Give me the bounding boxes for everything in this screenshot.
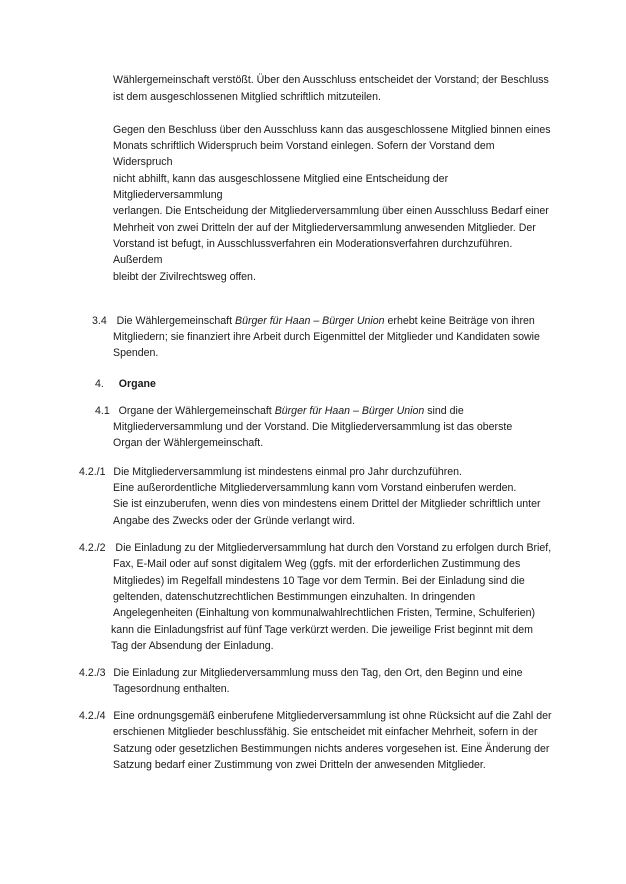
section-number: 4.2./3 xyxy=(79,667,106,679)
paragraph-line: Spenden. xyxy=(113,347,159,359)
organization-name: Bürger für Haan – Bürger Union xyxy=(235,315,385,327)
section-4-2-1: 4.2./1 Die Mitgliederversammlung ist mindestens einmal pro Jahr durchzuführen. xyxy=(79,466,462,478)
paragraph-line: Tag der Absendung der Einladung. xyxy=(111,640,274,652)
section-4-1: 4.1 Organe der Wählergemeinschaft Bürger für Haan – Bürger Union sind die xyxy=(95,405,464,417)
paragraph-line: Angelegenheiten (Einhaltung von kommunalwahlrechtlichen Fristen, Termine, Schulferien) xyxy=(113,607,536,619)
paragraph-line: Mitgliederversammlung und der Vorstand. Die Mitgliederversammlung ist das oberste xyxy=(113,421,513,433)
section-number: 4.2./2 xyxy=(79,542,106,554)
section-title: Organe xyxy=(118,378,156,390)
paragraph-line: Vorstand ist befugt, in Ausschlussverfahren ein Moderationsverfahren durchzuführen. xyxy=(113,238,513,250)
paragraph-line: Angabe des Zwecks oder der Gründe verlangt wird. xyxy=(113,515,356,527)
paragraph-line: Monats schriftlich Widerspruch beim Vorstand einlegen. Sofern der Vorstand dem xyxy=(113,140,495,152)
paragraph-line: bleibt der Zivilrechtsweg offen. xyxy=(113,271,256,283)
paragraph-line: Mehrheit von zwei Dritteln der auf der Mitgliederversammlung anwesenden Mitglieder. Der xyxy=(113,222,536,234)
organization-name: Bürger für Haan – Bürger Union xyxy=(274,405,425,417)
paragraph-line: Satzung bedarf einer Zustimmung von zwei Dritteln der anwesenden Mitglieder. xyxy=(113,759,486,771)
paragraph-line: Fax, E-Mail oder auf sonst digitalem Weg (ggfs. mit der erforderlichen Zustimmung des xyxy=(113,558,521,570)
paragraph-line: Tagesordnung enthalten. xyxy=(113,683,230,695)
paragraph-line: verlangen. Die Entscheidung der Mitgliederversammlung über einen Ausschluss Bedarf einer xyxy=(113,205,549,217)
section-number: 4.2./4 xyxy=(79,710,106,722)
section-4-2-2: 4.2./2 Die Einladung zu der Mitgliederversammlung hat durch den Vorstand zu erfolgen durch Brief, xyxy=(79,542,552,554)
paragraph-line: Mitgliedern; sie finanziert ihre Arbeit durch Eigenmittel der Mitglieder und Kandidaten sowie xyxy=(113,331,540,343)
paragraph-line: Widerspruch xyxy=(113,156,173,168)
section-number: 4. xyxy=(95,378,104,390)
paragraph-line: erschienen Mitglieder beschlussfähig. Sie entscheidet mit einfacher Mehrheit, sofern in der xyxy=(113,726,538,738)
paragraph-line: Eine außerordentliche Mitgliederversammlung kann vom Vorstand einberufen werden. xyxy=(113,482,517,494)
paragraph-line: Sie ist einzuberufen, wenn dies von mindestens einem Drittel der Mitglieder schriftlich unter xyxy=(113,498,541,510)
paragraph-line: Mitgliedes) im Regelfall mindestens 10 Tage vor dem Termin. Bei der Einladung sind die xyxy=(113,575,525,587)
section-number: 4.1 xyxy=(95,405,110,417)
paragraph-line: Mitgliederversammlung xyxy=(113,189,223,201)
section-3-4: 3.4 Die Wählergemeinschaft Bürger für Haan – Bürger Union erhebt keine Beiträge von ihren xyxy=(92,315,535,327)
paragraph-line: ist dem ausgeschlossenen Mitglied schriftlich mitzuteilen. xyxy=(113,91,381,103)
section-number: 3.4 xyxy=(92,315,107,327)
paragraph-line: nicht abhilft, kann das ausgeschlossene Mitglied eine Entscheidung der xyxy=(113,173,449,185)
paragraph-line: Organ der Wählergemeinschaft. xyxy=(113,437,264,449)
section-4-2-3: 4.2./3 Die Einladung zur Mitgliederversammlung muss den Tag, den Ort, den Beginn und eine xyxy=(79,667,523,679)
paragraph-line: geltenden, datenschutzrechtlichen Bestimmungen einzuhalten. In dringenden xyxy=(113,591,476,603)
section-number: 4.2./1 xyxy=(79,466,106,478)
paragraph-line: kann die Einladungsfrist auf fünf Tage verkürzt werden. Die jeweilige Frist beginnt mit dem xyxy=(111,624,534,636)
section-heading-4 xyxy=(95,378,156,391)
paragraph-line: Wählergemeinschaft verstößt. Über den Ausschluss entscheidet der Vorstand; der Beschluss xyxy=(113,74,549,86)
paragraph-line: Außerdem xyxy=(113,254,163,266)
section-4-2-4: 4.2./4 Eine ordnungsgemäß einberufene Mitgliederversammlung ist ohne Rücksicht auf die Zahl der xyxy=(79,710,552,722)
paragraph-line: Satzung oder gesetzlichen Bestimmungen nichts anderes vorgesehen ist. Eine Änderung der xyxy=(113,743,550,755)
paragraph-line: Gegen den Beschluss über den Ausschluss kann das ausgeschlossene Mitglied binnen eines xyxy=(113,124,551,136)
